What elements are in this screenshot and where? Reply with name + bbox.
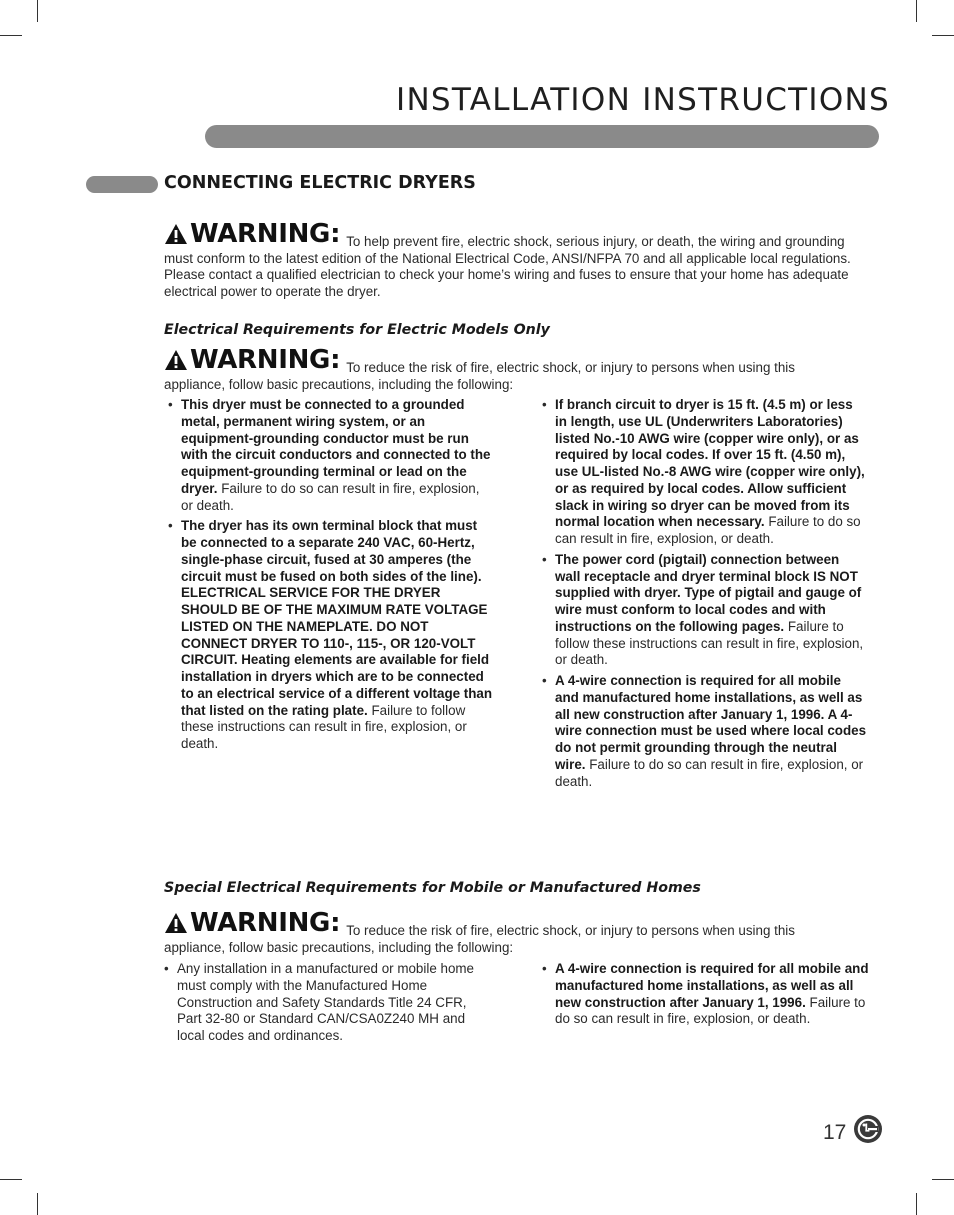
header-bar [205, 125, 879, 148]
list-item: • This dryer must be connected to a grounded metal, permanent wiring system, or an equipment-grounding conductor must be run with the circuit conductors and connected to the equipment-grounding terminal or lead on the dryer. Failure to do so can result in fire, explosion, or death. [167, 397, 493, 514]
page-title: INSTALLATION INSTRUCTIONS [396, 82, 890, 118]
warning-text: To reduce the risk of fire, electric shock, or injury to persons when using this appliance, follow basic precautions, including the following: [164, 923, 795, 955]
crop-mark [916, 0, 917, 22]
crop-mark [0, 1179, 22, 1180]
lg-logo-icon [853, 1114, 883, 1144]
crop-mark [37, 0, 38, 22]
crop-mark [932, 35, 954, 36]
warning-triangle-icon [164, 349, 188, 371]
warning-text: To reduce the risk of fire, electric shock, or injury to persons when using this appliance, follow basic precautions, including the following: [164, 360, 795, 392]
bullet-column-right [541, 961, 871, 1032]
bullet-column-right [541, 397, 867, 794]
crop-mark [37, 1193, 38, 1215]
section-title: CONNECTING ELECTRIC DRYERS [164, 173, 476, 193]
warning-word: WARNING: [190, 908, 341, 938]
warning-triangle-icon [164, 912, 188, 934]
warning-text: To help prevent fire, electric shock, serious injury, or death, the wiring and grounding must conform to the latest edition of the National Electrical Code, ANSI/NFPA 70 and all applicable local regulations. Please contact a qualified electrician to check your home’s wiring and fuses to ensure that your home has adequate electrical power to operate the dryer. [164, 234, 851, 300]
section-marker [86, 176, 158, 193]
warning-triangle-icon [164, 223, 188, 245]
warning-block-mobile-homes [164, 908, 854, 956]
subsection-title-mobile-homes: Special Electrical Requirements for Mobile or Manufactured Homes [164, 880, 701, 896]
page-number: 17 [823, 1121, 847, 1144]
warning-heading [164, 908, 341, 938]
bullet-column-left [167, 397, 493, 757]
warning-heading [164, 219, 341, 249]
list-item: • A 4-wire connection is required for all mobile and manufactured home installations, as well as all new construction after January 1, 1996. A 4-wire connection must be used where local codes do not permit grounding through the neutral wire. Failure to do so can result in fire, explosion, or death. [541, 673, 867, 790]
warning-block-general [164, 219, 854, 301]
crop-mark [916, 1193, 917, 1215]
list-item: • The dryer has its own terminal block that must be connected to a separate 240 VAC, 60-Hertz, single-phase circuit, fused at 30 amperes (the circuit must be fused on both sides of the line). ELECTRICAL SERVICE FOR THE DRYER SHOULD BE OF THE MAXIMUM RATE VOLTAGE LISTED ON THE NAMEPLATE. DO NOT CONNECT DRYER TO 110-, 115-, OR 120-VOLT CIRCUIT. Heating elements are available for field installation in dryers which are to be connected to an electrical service of a different voltage than that listed on the rating plate. Failure to follow these instructions can result in fire, explosion, or death. [167, 518, 493, 753]
warning-word: WARNING: [190, 345, 341, 375]
list-item: • Any installation in a manufactured or mobile home must comply with the Manufactured Home Construction and Safety Standards Title 24 CFR, Part 32-80 or Standard CAN/CSA0Z240 MH and local codes and ordinances. [163, 961, 493, 1045]
crop-mark [0, 35, 22, 36]
crop-mark [932, 1179, 954, 1180]
subsection-title-electric-models: Electrical Requirements for Electric Models Only [164, 322, 550, 338]
list-item: • A 4-wire connection is required for all mobile and manufactured home installations, as well as all new construction after January 1, 1996. Failure to do so can result in fire, explosion, or death. [541, 961, 871, 1028]
warning-word: WARNING: [190, 219, 341, 249]
warning-block-electric-models [164, 345, 854, 393]
bullet-column-left [163, 961, 493, 1049]
warning-heading [164, 345, 341, 375]
list-item: • The power cord (pigtail) connection between wall receptacle and dryer terminal block IS NOT supplied with dryer. Type of pigtail and gauge of wire must conform to local codes and with instructions on the following pages. Failure to follow these instructions can result in fire, explosion, or death. [541, 552, 867, 669]
list-item: • If branch circuit to dryer is 15 ft. (4.5 m) or less in length, use UL (Underwriters Laboratories) listed No.-10 AWG wire (copper wire only), or as required by local codes. If over 15 ft. (4.50 m), use UL-listed No.-8 AWG wire (copper wire only), or as required by local codes. Allow sufficient slack in wiring so dryer can be moved from its normal location when necessary. Failure to do so can result in fire, explosion, or death. [541, 397, 867, 548]
